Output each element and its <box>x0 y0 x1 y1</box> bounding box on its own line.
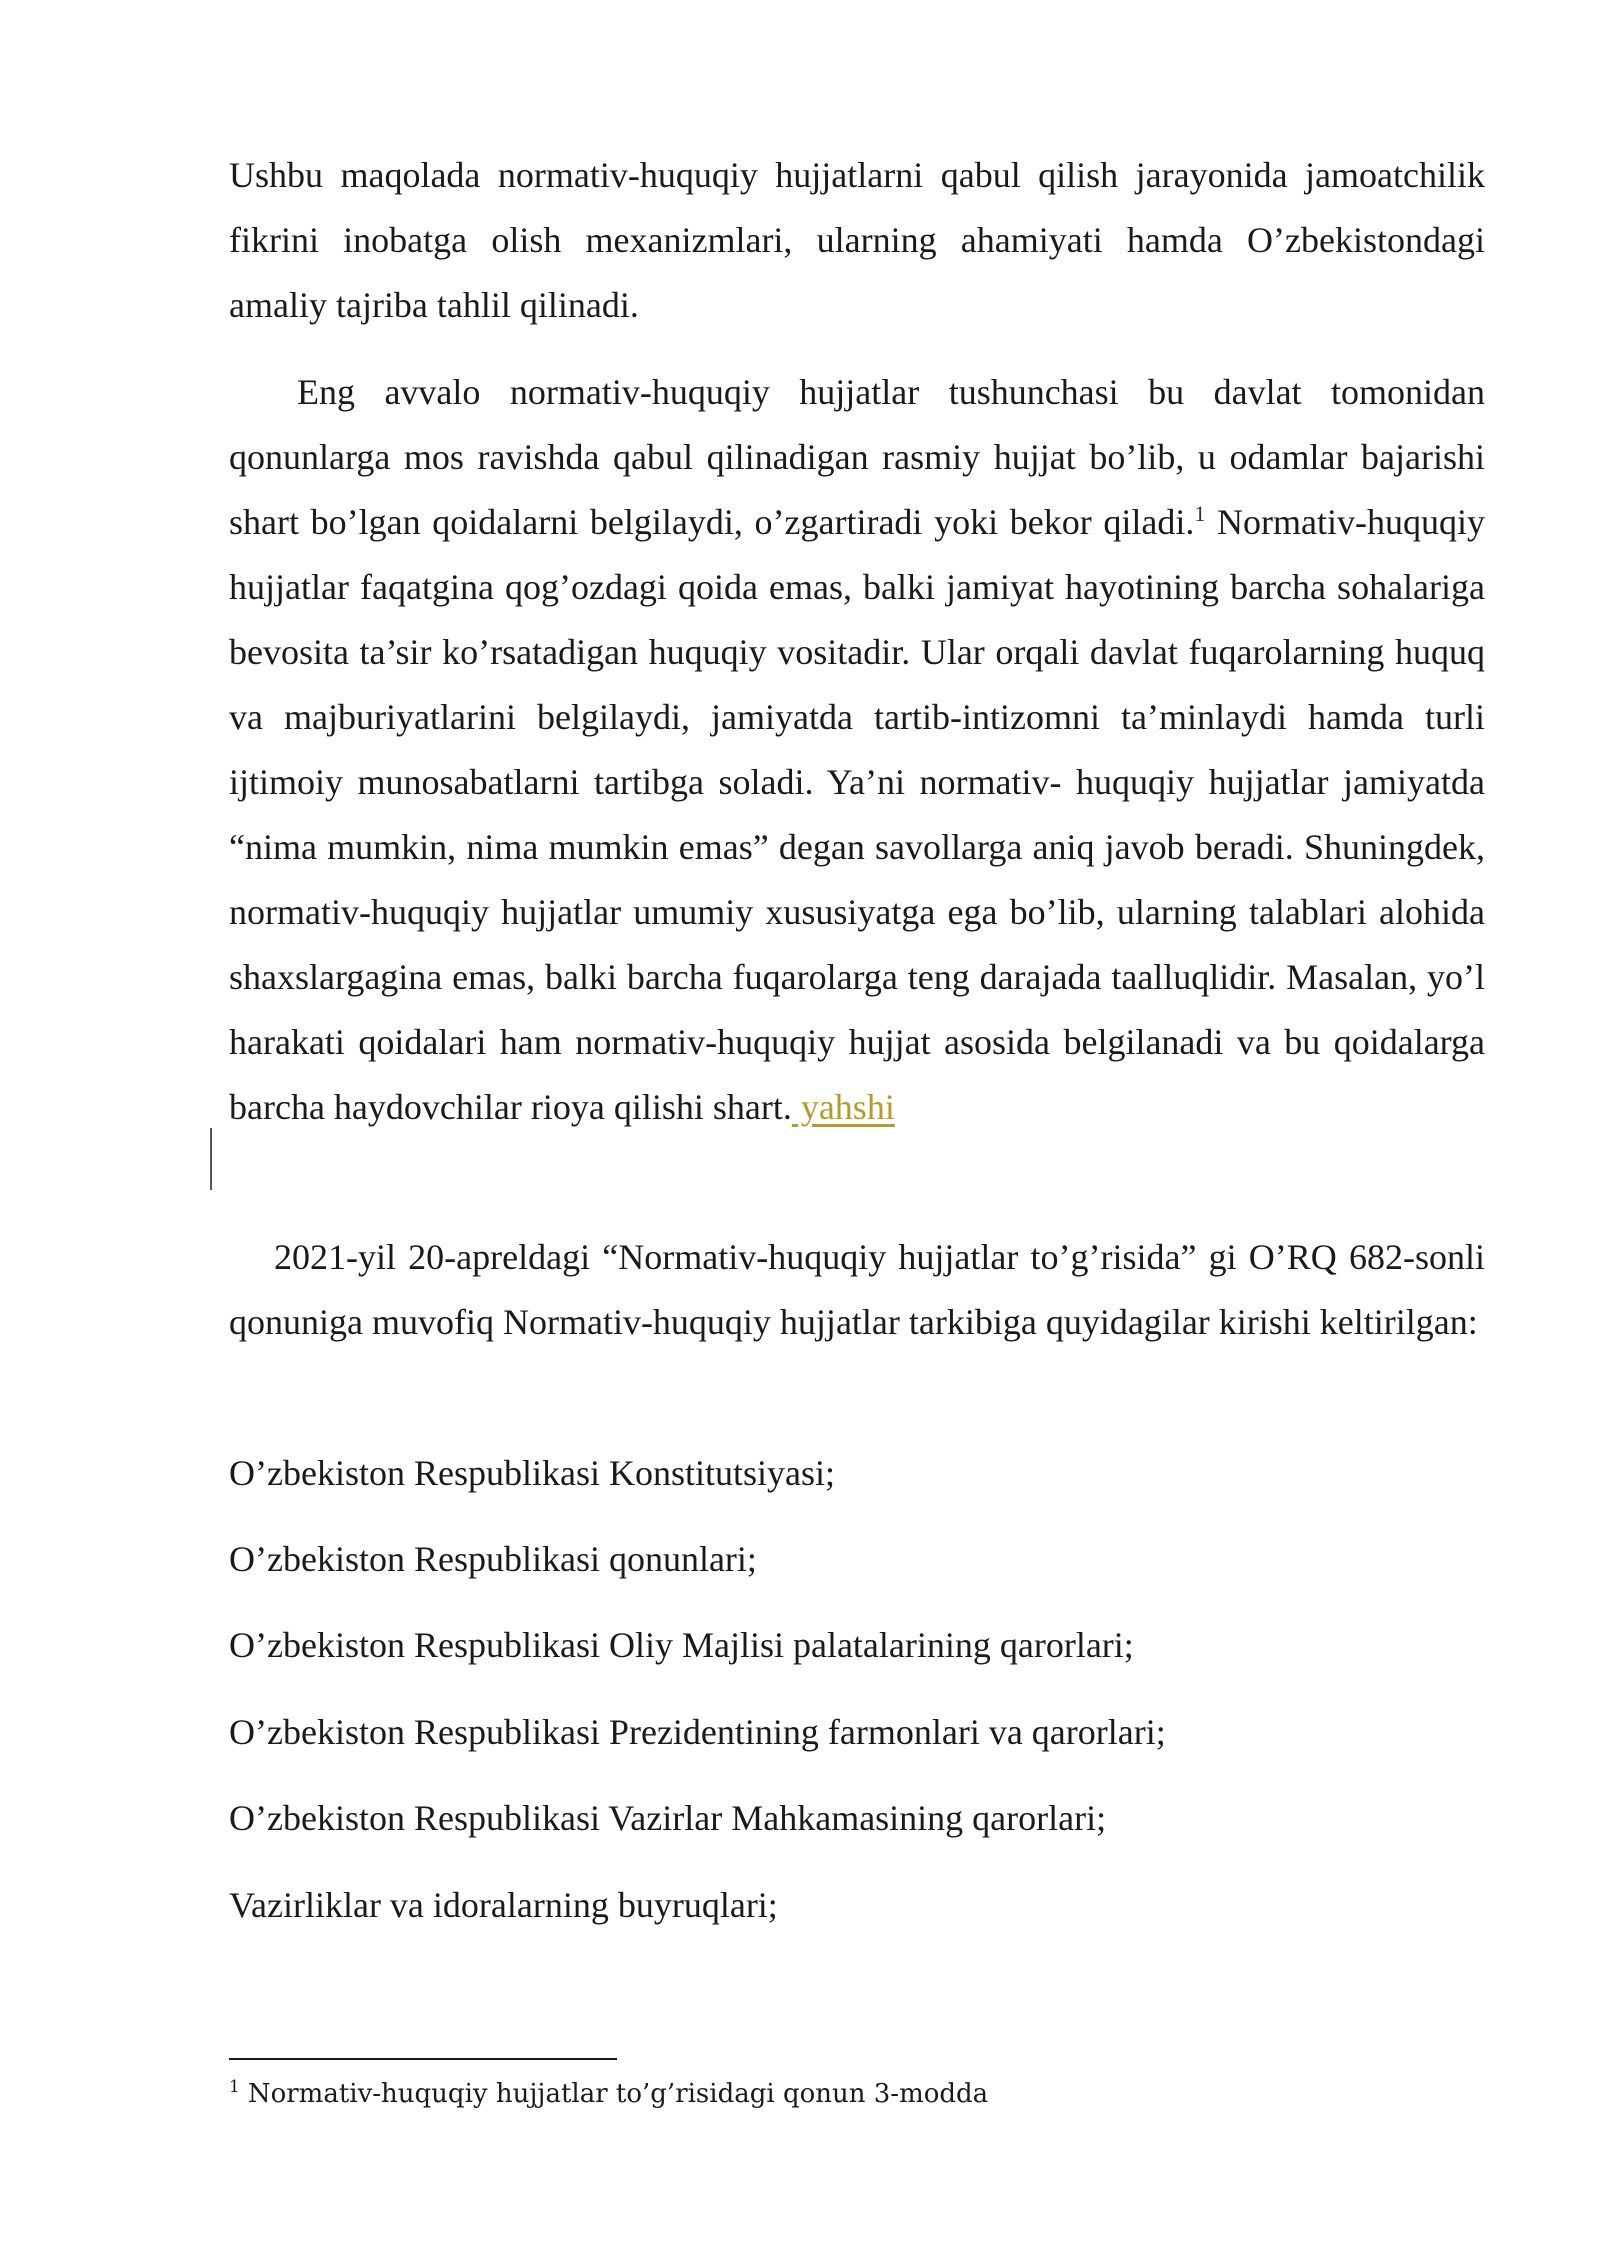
list-item: O’zbekiston Respublikasi Prezidentining farmonlari va qarorlari; <box>229 1712 1166 1752</box>
intro-paragraph: Ushbu maqolada normativ-huquqiy hujjatlarni qabul qilish jarayonida jamoatchilik fikrini inobatga olish mexanizmlari, ularning ahamiyati hamda O’zbekistondagi amaliy tajriba tahlil qilinadi. <box>229 155 1485 325</box>
definition-paragraph <box>229 360 1485 1140</box>
footnote <box>229 2074 988 2114</box>
list-item: O’zbekiston Respublikasi qonunlari; <box>229 1539 757 1579</box>
list-item: Vazirliklar va idoralarning buyruqlari; <box>229 1885 778 1925</box>
law-reference-paragraph: 2021-yil 20-apreldagi “Normativ-huquqiy hujjatlar to’g’risida” gi O’RQ 682-sonli qonuniga muvofiq Normativ-huquqiy hujjatlar tarkibiga quyidagilar kirishi keltirilgan: <box>229 1237 1485 1342</box>
list-item: O’zbekiston Respublikasi Konstitutsiyasi; <box>229 1453 835 1493</box>
footnote-text: Normativ-huquqiy hujjatlar to’g’risidagi qonun 3-modda <box>247 2079 989 2109</box>
definition-continuation: Normativ-huquqiy hujjatlar faqatgina qog’ozdagi qoida emas, balki jamiyat hayotining barcha sohalariga bevosita ta’sir ko’rsatadigan huquqiy vositadir. Ular orqali davlat fuqarolarning huquq va majburiyatlarini belgilaydi, jamiyatda tartib-intizomni ta’minlaydi hamda turli ijtimoiy munosabatlarni tartibga soladi. Ya’ni normativ- huquqiy hujjatlar jamiyatda “nima mumkin, nima mumkin emas” degan savollarga aniq javob beradi. Shuningdek, normativ-huquqiy hujjatlar umumiy xususiyatga ega bo’lib, ularning talablari alohida shaxslargagina emas, balki barcha fuqarolarga teng darajada taalluqlidir. Masalan, yo’l harakati qoidalari ham normativ-huquqiy hujjat asosida belgilanadi va bu qoidalarga barcha haydovchilar rioya qilishi shart. <box>229 502 1485 1127</box>
change-bar <box>210 1128 212 1190</box>
footnote-reference[interactable]: 1 <box>1194 501 1206 526</box>
list-item: O’zbekiston Respublikasi Oliy Majlisi palatalarining qarorlari; <box>229 1625 1134 1665</box>
tracked-insertion[interactable]: yahshi <box>791 1087 895 1127</box>
footnote-separator <box>229 2058 617 2060</box>
list-item: O’zbekiston Respublikasi Vazirlar Mahkamasining qarorlari; <box>229 1798 1107 1838</box>
footnote-number: 1 <box>229 2077 240 2098</box>
definition-text: Eng avvalo normativ-huquqiy hujjatlar tushunchasi bu davlat tomonidan qonunlarga mos ravishda qabul qilinadigan rasmiy hujjat bo’lib, u odamlar bajarishi shart bo’lgan qoidalarni belgilaydi, o’zgartiradi yoki bekor qiladi. <box>229 372 1485 542</box>
